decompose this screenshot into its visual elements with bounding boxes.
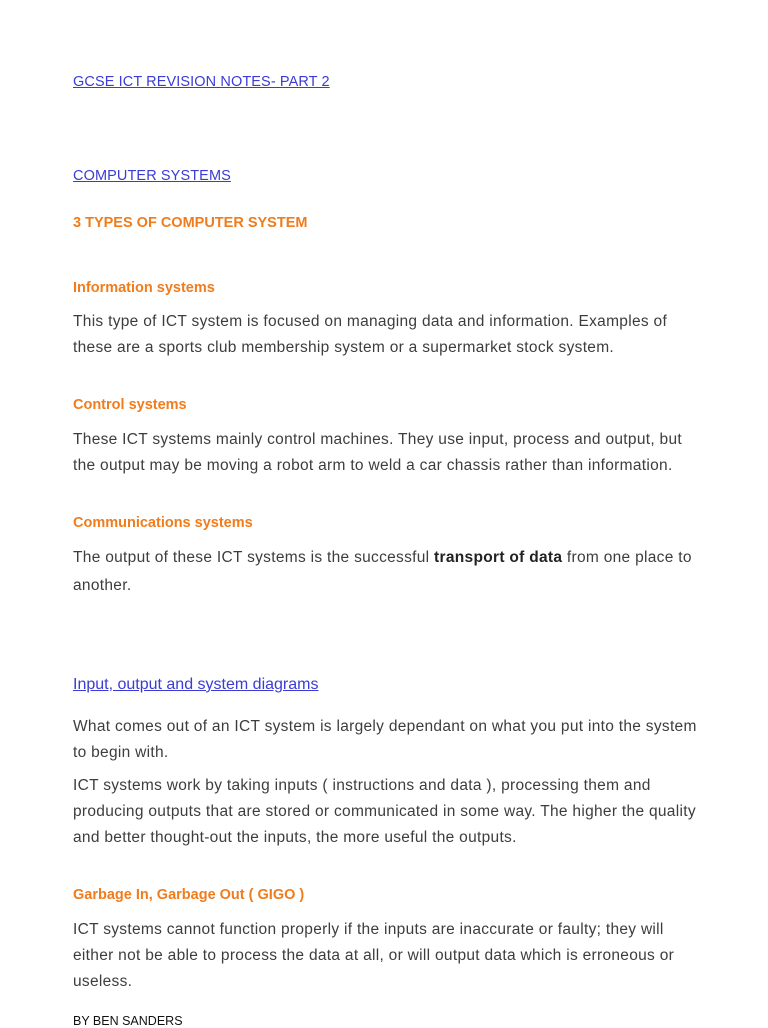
footer-author: BY BEN SANDERS [73, 1014, 183, 1028]
comms-systems-heading: Communications systems [73, 515, 253, 531]
info-systems-heading: Information systems [73, 280, 215, 296]
comms-text-after: from one place to another. [73, 549, 692, 594]
io-paragraph-2: ICT systems work by taking inputs ( instructions and data ), processing them and producing outputs that are stored or communicated in some way. The higher the quality and better thought-out the inputs, the more useful the outputs. [73, 777, 696, 846]
io-paragraph-1: What comes out of an ICT system is largely dependant on what you put into the system to begin with. [73, 718, 697, 761]
info-systems-text: This type of ICT system is focused on managing data and information. Examples of these are a sports club membership system or a supermarket stock system. [73, 313, 668, 356]
section-heading[interactable]: COMPUTER SYSTEMS [73, 168, 231, 184]
doc-title[interactable]: GCSE ICT REVISION NOTES- PART 2 [73, 74, 330, 90]
io-heading[interactable]: Input, output and system diagrams [73, 676, 319, 693]
types-heading: 3 TYPES OF COMPUTER SYSTEM [73, 215, 308, 231]
gigo-heading: Garbage In, Garbage Out ( GIGO ) [73, 887, 305, 903]
control-systems-heading: Control systems [73, 397, 187, 413]
comms-text-bold: transport of data [434, 549, 563, 566]
gigo-text: ICT systems cannot function properly if the inputs are inaccurate or faulty; they will either not be able to process the data at all, or will output data which is erroneous or useless. [73, 921, 675, 990]
control-systems-text: These ICT systems mainly control machines. They use input, process and output, but the output may be moving a robot arm to weld a car chassis rather than information. [73, 431, 683, 474]
comms-systems-text [73, 544, 698, 600]
comms-text-before: The output of these ICT systems is the successful [73, 549, 435, 566]
